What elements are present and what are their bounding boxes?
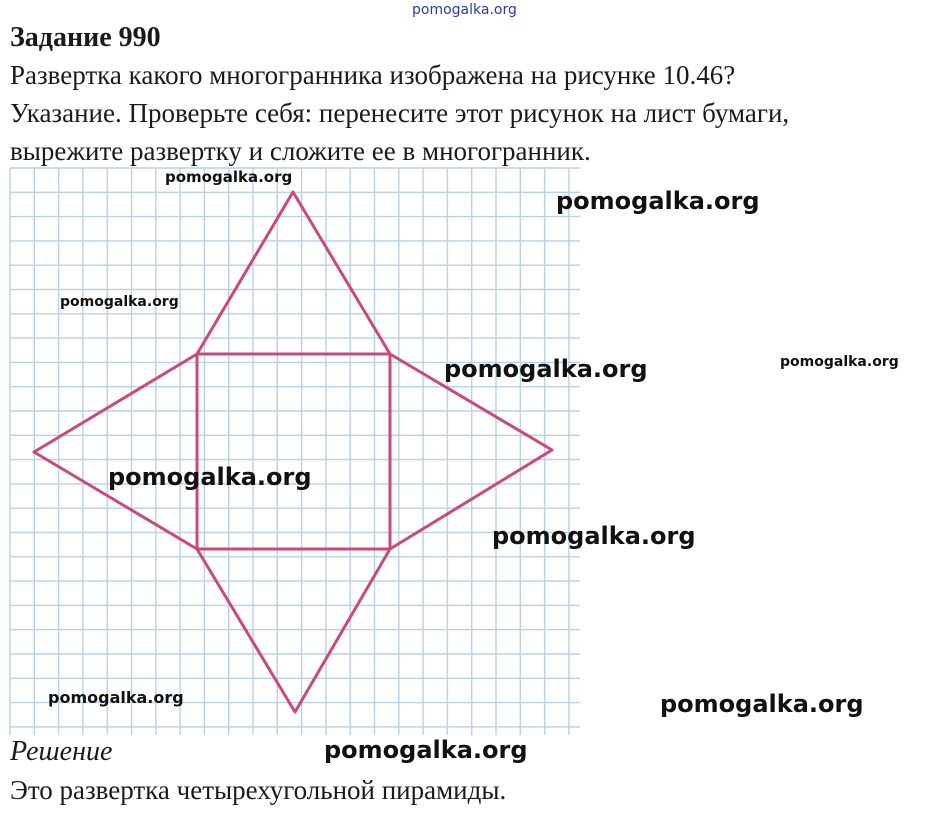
watermark: pomogalka.org [780, 354, 899, 370]
task-hint-line1: Указание. Проверьте себя: перенесите этот рисунок на лист бумаги, [10, 98, 790, 128]
watermark: pomogalka.org [324, 736, 528, 764]
watermark: pomogalka.org [444, 355, 648, 383]
net-square-base [197, 354, 390, 549]
watermark: pomogalka.org [165, 168, 293, 186]
task-question: Развертка какого многогранника изображена на рисунке 10.46? [10, 60, 736, 90]
pyramid-net-figure [0, 160, 590, 740]
grid-paper [10, 168, 580, 735]
solution-answer: Это развертка четырехугольной пирамиды. [10, 775, 507, 805]
pyramid-net [34, 192, 552, 712]
task-hint-line2: вырежите развертку и сложите ее в многогранник. [10, 136, 591, 166]
task-title: Задание 990 [10, 22, 161, 53]
watermark: pomogalka.org [660, 690, 864, 718]
solution-label: Решение [10, 736, 113, 767]
site-watermark-top: pomogalka.org [412, 2, 517, 18]
watermark: pomogalka.org [556, 187, 760, 215]
watermark: pomogalka.org [48, 688, 184, 707]
watermark: pomogalka.org [108, 463, 312, 491]
watermark: pomogalka.org [60, 294, 179, 310]
watermark: pomogalka.org [492, 522, 696, 550]
net-triangle-bottom [197, 549, 390, 712]
